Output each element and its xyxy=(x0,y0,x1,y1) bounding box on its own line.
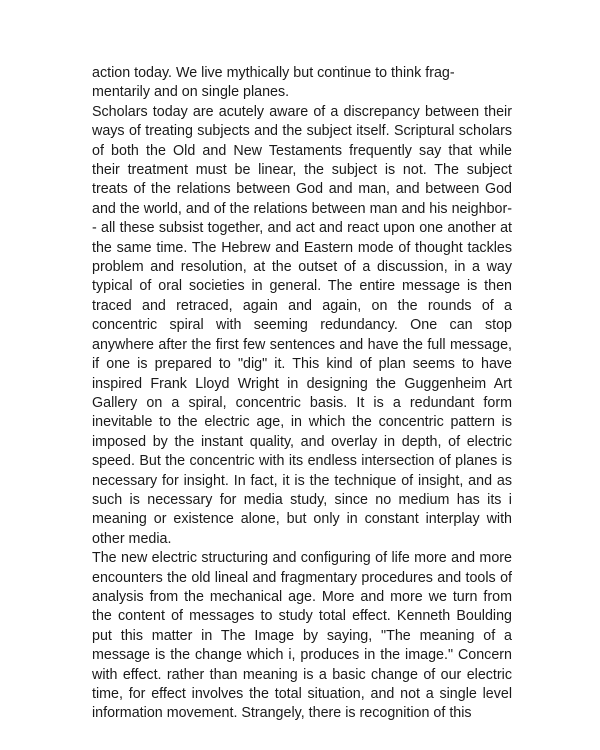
body-text xyxy=(92,64,512,724)
paragraph-2: Scholars today are acutely aware of a discrepancy between their ways of treating subjects and the subject itself. Scriptural scholars of both the Old and New Testaments frequently say that while their treatment must be linear, the subject is not. The subject treats of the relations between God and man, and between God and the world, and of the relations between man and his neighbor-- all these subsist together, and act and react upon one another at the same time. The Hebrew and Eastern mode of thought tackles problem and resolution, at the outset of a discussion, in a way typical of oral societies in general. The entire message is then traced and retraced, again and again, on the rounds of a concentric spiral with seeming redundancy. One can stop anywhere after the first few sentences and have the full message, if one is prepared to "dig" it. This kind of plan seems to have inspired Frank Lloyd Wright in designing the Guggenheim Art Gallery on a spiral, concentric basis. It is a redundant form inevitable to the electric age, in which the concentric pattern is imposed by the instant quality, and overlay in depth, of electric speed. But the concentric with its endless intersection of planes is necessary for insight. In fact, it is the technique of insight, and as such is necessary for media study, since no medium has its i meaning or existence alone, but only in constant interplay with other media. xyxy=(92,103,512,547)
paragraph-3: The new electric structuring and configuring of life more and more encounters the old lineal and fragmentary procedures and tools of analysis from the mechanical age. More and more we turn from the content of messages to study total effect. Kenneth Boulding put this matter in The Image by saying, "The meaning of a message is the change which i, produces in the image." Concern with effect. rather than meaning is a basic change of our electric time, for effect involves the total situation, and not a single level information movement. Strangely, there is recognition of this xyxy=(92,550,512,722)
paragraph-1: action today. We live mythically but continue to think frag-mentarily and on single planes. xyxy=(92,65,455,101)
